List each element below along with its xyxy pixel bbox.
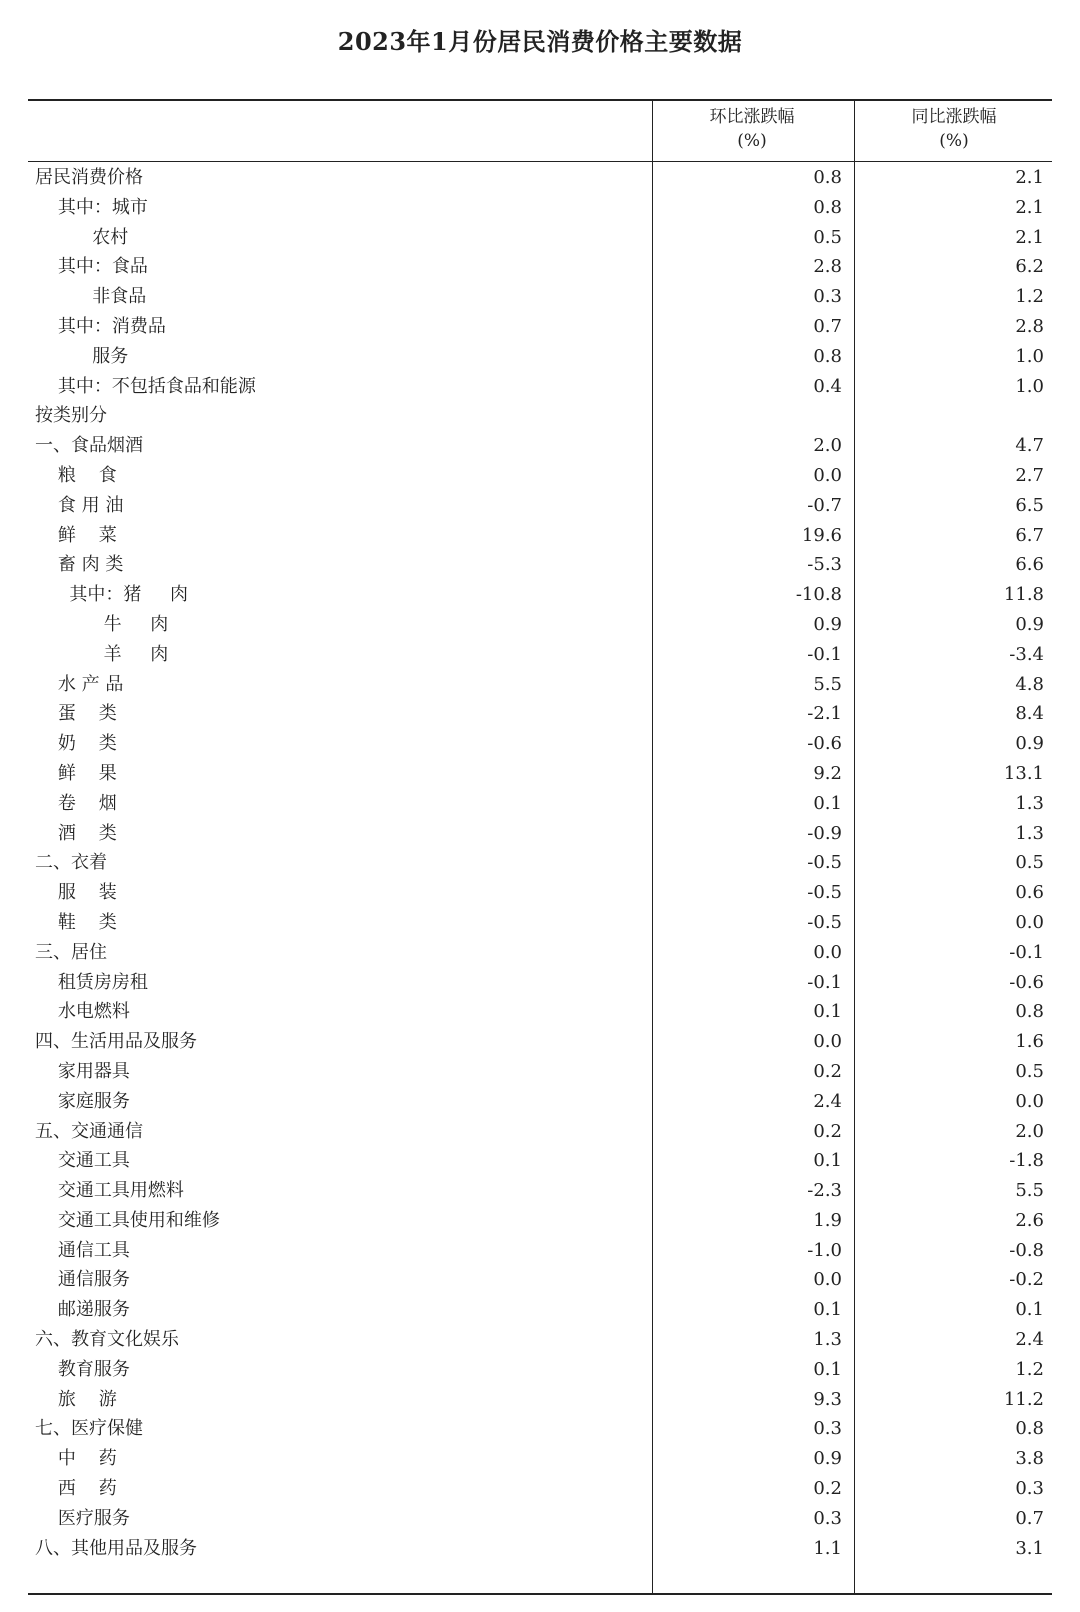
yoy-value: 1.3 (1015, 792, 1044, 814)
yoy-value: 0.0 (1015, 911, 1044, 933)
table-row (28, 938, 1052, 968)
yoy-value: 0.0 (1015, 1090, 1044, 1112)
table-row (28, 252, 1052, 282)
yoy-value: 1.0 (1015, 375, 1044, 397)
mom-value: 0.2 (813, 1478, 842, 1500)
table-body (28, 163, 1052, 1563)
row-label: 八、其他用品及服务 (35, 1537, 197, 1559)
row-label: 其中：城市 (35, 196, 148, 218)
mom-value: 9.2 (813, 762, 842, 784)
table-header-rule (28, 161, 1052, 162)
row-label: 四、生活用品及服务 (35, 1031, 197, 1053)
mom-value: 2.4 (813, 1090, 842, 1112)
yoy-value: 8.4 (1015, 703, 1044, 725)
table-row (28, 819, 1052, 849)
mom-value: 0.5 (813, 226, 842, 248)
column-header-yoy-unit: (%) (939, 131, 969, 151)
table-row (28, 431, 1052, 461)
row-label: 三、居住 (35, 941, 107, 963)
yoy-value: 0.8 (1015, 1001, 1044, 1023)
mom-value: -0.7 (807, 494, 842, 516)
yoy-value: 2.4 (1015, 1329, 1044, 1351)
row-label: 蛋 类 (35, 703, 117, 725)
yoy-value: 2.1 (1015, 167, 1044, 188)
row-label: 租赁房房租 (35, 971, 148, 993)
row-label: 西 药 (35, 1478, 117, 1500)
table-row (28, 1385, 1052, 1415)
yoy-value: 6.6 (1015, 554, 1044, 576)
mom-value: 0.8 (813, 196, 842, 218)
row-label: 非食品 (35, 286, 147, 308)
yoy-value: 3.1 (1015, 1537, 1044, 1559)
table-row (28, 878, 1052, 908)
table-row (28, 1534, 1052, 1564)
mom-value: 5.5 (813, 673, 842, 695)
table-row (28, 997, 1052, 1027)
yoy-value: -0.1 (1009, 941, 1044, 963)
table-row (28, 521, 1052, 551)
mom-value: 0.7 (813, 315, 842, 337)
table-row (28, 342, 1052, 372)
table-row (28, 461, 1052, 491)
row-label: 家用器具 (35, 1060, 130, 1082)
yoy-value: 11.2 (1003, 1388, 1044, 1410)
row-label: 居民消费价格 (35, 167, 143, 188)
yoy-value: 2.6 (1015, 1209, 1044, 1231)
table-row (28, 193, 1052, 223)
row-label: 服 装 (35, 882, 117, 904)
table-row (28, 1414, 1052, 1444)
row-label: 六、教育文化娱乐 (35, 1329, 179, 1351)
yoy-value: 1.3 (1015, 822, 1044, 844)
mom-value: 9.3 (813, 1388, 842, 1410)
mom-value: -2.3 (807, 1180, 842, 1202)
table-row (28, 670, 1052, 700)
row-label: 羊 肉 (35, 643, 169, 665)
mom-value: 2.8 (813, 256, 842, 278)
row-label: 其中：消费品 (35, 315, 166, 337)
yoy-value: 0.3 (1015, 1478, 1044, 1500)
mom-value: 0.1 (813, 1001, 842, 1023)
yoy-value: 0.9 (1015, 613, 1044, 635)
table-row (28, 968, 1052, 998)
row-label: 酒 类 (35, 822, 117, 844)
page-title: 2023年1月份居民消费价格主要数据 (337, 27, 743, 56)
row-label: 按类别分 (35, 405, 107, 427)
table-row (28, 491, 1052, 521)
table-row (28, 1206, 1052, 1236)
yoy-value: 1.6 (1015, 1031, 1044, 1053)
mom-value: 0.2 (813, 1060, 842, 1082)
table-row (28, 640, 1052, 670)
mom-value: -2.1 (807, 703, 842, 725)
mom-value: 0.3 (813, 286, 842, 308)
mom-value: 0.1 (813, 1358, 842, 1380)
mom-value: 0.3 (813, 1507, 842, 1529)
mom-value: 0.0 (813, 464, 842, 486)
mom-value: 0.1 (813, 1299, 842, 1321)
table-row (28, 550, 1052, 580)
mom-value: 19.6 (801, 524, 842, 546)
yoy-value: 1.2 (1015, 286, 1044, 308)
yoy-value: -3.4 (1009, 643, 1044, 665)
table-row (28, 1236, 1052, 1266)
mom-value: 0.0 (813, 1031, 842, 1053)
row-label: 畜 肉 类 (35, 554, 124, 576)
row-label: 食 用 油 (35, 494, 124, 516)
table-row (28, 610, 1052, 640)
table-row (28, 312, 1052, 342)
mom-value: 0.0 (813, 1269, 842, 1291)
table-row (28, 163, 1052, 193)
yoy-value: 5.5 (1015, 1180, 1044, 1202)
row-label: 奶 类 (35, 733, 117, 755)
mom-value: -0.5 (807, 852, 842, 874)
yoy-value: 2.1 (1015, 196, 1044, 218)
row-label: 卷 烟 (35, 792, 117, 814)
yoy-value: 6.7 (1015, 524, 1044, 546)
mom-value: -0.5 (807, 882, 842, 904)
mom-value: 1.1 (813, 1537, 842, 1559)
row-label: 七、医疗保健 (35, 1418, 143, 1440)
column-header-mom (652, 105, 852, 153)
mom-value: 2.0 (813, 435, 842, 457)
row-label: 水 产 品 (35, 673, 124, 695)
yoy-value: 2.1 (1015, 226, 1044, 248)
yoy-value: 0.9 (1015, 733, 1044, 755)
table-row (28, 848, 1052, 878)
row-label: 一、食品烟酒 (35, 435, 143, 457)
yoy-value: 0.8 (1015, 1418, 1044, 1440)
table-row (28, 1117, 1052, 1147)
row-label: 农村 (35, 226, 129, 248)
row-label: 二、衣着 (35, 852, 107, 874)
mom-value: 1.3 (813, 1329, 842, 1351)
table-row (28, 372, 1052, 402)
row-label: 交通工具使用和维修 (35, 1209, 220, 1231)
yoy-value: 6.2 (1015, 256, 1044, 278)
yoy-value: 0.1 (1015, 1299, 1044, 1321)
column-header-mom-unit: (%) (737, 131, 767, 151)
table-row (28, 759, 1052, 789)
yoy-value: 2.7 (1015, 464, 1044, 486)
yoy-value: 11.8 (1003, 584, 1044, 606)
mom-value: 0.3 (813, 1418, 842, 1440)
mom-value: 0.9 (813, 613, 842, 635)
yoy-value: -0.2 (1009, 1269, 1044, 1291)
table-bottom-rule (28, 1593, 1052, 1595)
yoy-value: 4.8 (1015, 673, 1044, 695)
row-label: 旅 游 (35, 1388, 117, 1410)
table-row (28, 1146, 1052, 1176)
table-row (28, 223, 1052, 253)
mom-value: 0.4 (813, 375, 842, 397)
yoy-value: 2.0 (1015, 1120, 1044, 1142)
yoy-value: 6.5 (1015, 494, 1044, 516)
table-row (28, 789, 1052, 819)
mom-value: 0.1 (813, 1150, 842, 1172)
table-row (28, 1057, 1052, 1087)
row-label: 家庭服务 (35, 1090, 130, 1112)
row-label: 其中：猪 肉 (35, 584, 188, 606)
yoy-value: 1.2 (1015, 1358, 1044, 1380)
row-label: 水电燃料 (35, 1001, 130, 1023)
row-label: 鲜 菜 (35, 524, 117, 546)
yoy-value: 0.6 (1015, 882, 1044, 904)
row-label: 邮递服务 (35, 1299, 130, 1321)
row-label: 交通工具用燃料 (35, 1180, 184, 1202)
table-row (28, 908, 1052, 938)
row-label: 交通工具 (35, 1150, 130, 1172)
row-label: 服务 (35, 345, 129, 367)
row-label: 其中：食品 (35, 256, 148, 278)
yoy-value: 0.5 (1015, 852, 1044, 874)
yoy-value: -0.6 (1009, 971, 1044, 993)
table-row (28, 1504, 1052, 1534)
mom-value: -1.0 (807, 1239, 842, 1261)
row-label: 五、交通通信 (35, 1120, 143, 1142)
column-header-yoy-name: 同比涨跌幅 (911, 107, 997, 127)
row-label: 通信工具 (35, 1239, 130, 1261)
row-label: 鲜 果 (35, 762, 117, 784)
table-row (28, 580, 1052, 610)
mom-value: 0.8 (813, 345, 842, 367)
row-label: 医疗服务 (35, 1507, 130, 1529)
table-row (28, 729, 1052, 759)
table-row (28, 1176, 1052, 1206)
mom-value: 0.1 (813, 792, 842, 814)
row-label: 牛 肉 (35, 613, 169, 635)
table-row (28, 1444, 1052, 1474)
yoy-value: 0.5 (1015, 1060, 1044, 1082)
table-top-rule (28, 99, 1052, 101)
mom-value: -0.1 (807, 643, 842, 665)
row-label: 教育服务 (35, 1358, 130, 1380)
mom-value: 0.8 (813, 167, 842, 188)
mom-value: -5.3 (807, 554, 842, 576)
yoy-value: 0.7 (1015, 1507, 1044, 1529)
column-header-yoy (854, 105, 1054, 153)
row-label: 粮 食 (35, 464, 117, 486)
table-row (28, 401, 1052, 431)
mom-value: -0.1 (807, 971, 842, 993)
mom-value: 0.2 (813, 1120, 842, 1142)
table-row (28, 282, 1052, 312)
row-label: 鞋 类 (35, 911, 117, 933)
row-label: 通信服务 (35, 1269, 130, 1291)
yoy-value: -1.8 (1009, 1150, 1044, 1172)
table-row (28, 1355, 1052, 1385)
mom-value: -10.8 (795, 584, 842, 606)
yoy-value: 13.1 (1003, 762, 1044, 784)
table-row (28, 1087, 1052, 1117)
yoy-value: 3.8 (1015, 1448, 1044, 1470)
yoy-value: 1.0 (1015, 345, 1044, 367)
mom-value: 0.0 (813, 941, 842, 963)
row-label: 中 药 (35, 1448, 117, 1470)
mom-value: -0.6 (807, 733, 842, 755)
table-row (28, 699, 1052, 729)
table-row (28, 1295, 1052, 1325)
row-label: 其中：不包括食品和能源 (35, 375, 256, 397)
column-header-mom-name: 环比涨跌幅 (709, 107, 795, 127)
yoy-value: -0.8 (1009, 1239, 1044, 1261)
yoy-value: 4.7 (1015, 435, 1044, 457)
table-row (28, 1325, 1052, 1355)
yoy-value: 2.8 (1015, 315, 1044, 337)
mom-value: 1.9 (813, 1209, 842, 1231)
mom-value: 0.9 (813, 1448, 842, 1470)
table-row (28, 1265, 1052, 1295)
mom-value: -0.5 (807, 911, 842, 933)
table-row (28, 1027, 1052, 1057)
table-row (28, 1474, 1052, 1504)
mom-value: -0.9 (807, 822, 842, 844)
